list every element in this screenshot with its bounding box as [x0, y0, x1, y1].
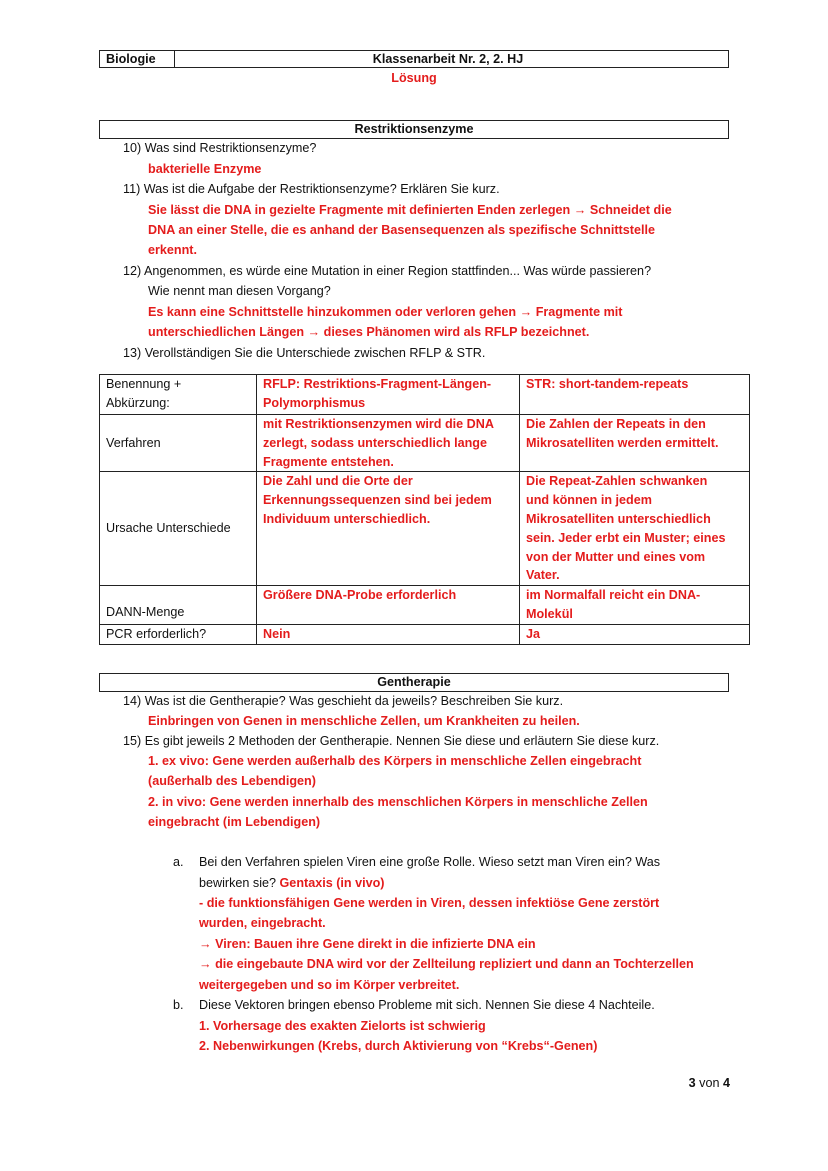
solution-label: Lösung: [391, 71, 437, 85]
subanswer-a-line: - die funktionsfähigen Gene werden in Viren, dessen infektiöse Gene zerstört: [199, 896, 660, 910]
subquestion-b: Diese Vektoren bringen ebenso Probleme mit sich. Nennen Sie diese 4 Nachteile.: [199, 998, 655, 1012]
answer-15-line: (außerhalb des Lebendigen): [148, 774, 316, 788]
cell-line: Mikrosatelliten werden ermittelt.: [526, 435, 719, 450]
question-12-line: 12) Angenommen, es würde eine Mutation in einer Region stattfinden... Was würde passieren?: [123, 264, 652, 278]
subanswer-b-line: 2. Nebenwirkungen (Krebs, durch Aktivierung von “Krebs“-Genen): [199, 1039, 598, 1053]
table-row: [100, 586, 750, 625]
subanswer-a-line: → die eingebaute DNA wird vor der Zellteilung repliziert und dann an Tochterzellen: [199, 957, 694, 971]
subject-label: Biologie: [100, 51, 175, 67]
list-marker-b: b.: [173, 998, 184, 1012]
str-cell: [520, 415, 750, 472]
rflp-cell: [257, 624, 520, 644]
subquestion-a-inline-answer: Gentaxis (in vivo): [279, 876, 385, 890]
subquestion-a-line: Bei den Verfahren spielen Viren eine große Rolle. Wieso setzt man Viren ein? Was: [199, 855, 661, 869]
section-title-gentherapie: Gentherapie: [99, 673, 729, 692]
rflp-str-table: [99, 374, 750, 645]
row-label: Ursache Unterschiede: [100, 472, 257, 586]
subanswer-a-line: wurden, eingebracht.: [199, 916, 326, 930]
exam-title: Klassenarbeit Nr. 2, 2. HJ: [372, 52, 524, 66]
page-number: [689, 1073, 730, 1093]
question-14: 14) Was ist die Gentherapie? Was geschieht da jeweils? Beschreiben Sie kurz.: [123, 694, 564, 708]
str-cell: [520, 472, 750, 586]
answer-11-line: DNA an einer Stelle, die es anhand der Basensequenzen als spezifische Schnittstelle: [148, 223, 655, 237]
cell-line: Die Zahlen der Repeats in den: [526, 417, 706, 431]
question-11: 11) Was ist die Aufgabe der Restriktionsenzyme? Erklären Sie kurz.: [123, 182, 500, 196]
answer-12-line: unterschiedlichen Längen → dieses Phänomen wird als RFLP bezeichnet.: [148, 325, 590, 339]
rflp-cell: [257, 586, 520, 625]
str-cell: [520, 375, 750, 415]
subanswer-a-line: weitergegeben und so im Körper verbreitet.: [199, 978, 460, 992]
page-separator: von: [695, 1076, 723, 1090]
answer-11-line: Sie lässt die DNA in gezielte Fragmente mit definierten Enden zerlegen → Schneidet die: [148, 203, 672, 217]
cell-line: Fragmente entstehen.: [263, 454, 394, 469]
rflp-cell: [257, 415, 520, 472]
row-label-line: Benennung +: [106, 377, 182, 391]
subquestion-a-text: bewirken sie?: [199, 876, 277, 890]
cell-line: STR: short-tandem-repeats: [526, 377, 689, 391]
row-label: PCR erforderlich?: [100, 624, 257, 644]
cell-line: Die Zahl und die Orte der: [263, 474, 413, 489]
cell-line: Mikrosatelliten unterschiedlich: [526, 511, 711, 526]
row-label: DANN-Menge: [100, 586, 257, 625]
question-12-line: Wie nennt man diesen Vorgang?: [148, 284, 331, 298]
cell-line: und können in jedem: [526, 493, 652, 508]
cell-line: Polymorphismus: [263, 395, 366, 410]
row-label-line: Abkürzung:: [106, 395, 170, 410]
cell-line: Individuum unterschiedlich.: [263, 511, 431, 526]
page-total: 4: [722, 1076, 730, 1090]
answer-15-line: 1. ex vivo: Gene werden außerhalb des Körpers in menschliche Zellen eingebracht: [148, 754, 642, 768]
cell-line: Erkennungssequenzen sind bei jedem: [263, 493, 492, 508]
question-13: 13) Verollständigen Sie die Unterschiede zwischen RFLP & STR.: [123, 346, 486, 360]
cell-line: Molekül: [526, 607, 573, 622]
answer-15-line: eingebracht (im Lebendigen): [148, 815, 321, 829]
cell-line: im Normalfall reicht ein DNA-: [526, 588, 701, 603]
subanswer-a-line: → Viren: Bauen ihre Gene direkt in die infizierte DNA ein: [199, 937, 536, 951]
cell-line: Vater.: [526, 568, 560, 583]
cell-line: Größere DNA-Probe erforderlich: [263, 588, 457, 603]
page-current: 3: [688, 1076, 696, 1090]
cell-line: zerlegt, sodass unterschiedlich lange: [263, 435, 487, 450]
question-10: 10) Was sind Restriktionsenzyme?: [123, 141, 317, 155]
answer-15-line: 2. in vivo: Gene werden innerhalb des menschlichen Körpers in menschliche Zellen: [148, 795, 648, 809]
cell-line: sein. Jeder erbt ein Muster; eines: [526, 530, 726, 545]
answer-12-line: Es kann eine Schnittstelle hinzukommen oder verloren gehen → Fragmente mit: [148, 305, 623, 319]
section-title-restriktionsenzyme: Restriktionsenzyme: [99, 120, 729, 139]
cell-line: Ja: [526, 626, 541, 641]
question-15: 15) Es gibt jeweils 2 Methoden der Gentherapie. Nennen Sie diese und erläutern Sie diese kurz.: [123, 734, 660, 748]
answer-10: bakterielle Enzyme: [148, 162, 262, 176]
answer-14: Einbringen von Genen in menschliche Zellen, um Krankheiten zu heilen.: [148, 714, 580, 728]
cell-line: von der Mutter und eines vom: [526, 549, 706, 564]
cell-line: Nein: [263, 626, 291, 641]
row-label: Verfahren: [100, 415, 257, 472]
table-row: [100, 472, 750, 586]
subanswer-b-line: 1. Vorhersage des exakten Zielorts ist schwierig: [199, 1019, 486, 1033]
rflp-cell: [257, 472, 520, 586]
table-row: [100, 375, 750, 415]
str-cell: [520, 586, 750, 625]
row-label: [100, 375, 257, 415]
cell-line: mit Restriktionsenzymen wird die DNA: [263, 417, 494, 431]
document-header: [99, 50, 729, 68]
str-cell: [520, 624, 750, 644]
cell-line: RFLP: Restriktions-Fragment-Längen-: [263, 377, 492, 391]
table-row: [100, 624, 750, 644]
cell-line: Die Repeat-Zahlen schwanken: [526, 474, 708, 489]
table-row: [100, 415, 750, 472]
answer-11-line: erkennt.: [148, 243, 197, 257]
subquestion-a-line2: [199, 873, 385, 893]
rflp-cell: [257, 375, 520, 415]
list-marker-a: a.: [173, 855, 184, 869]
